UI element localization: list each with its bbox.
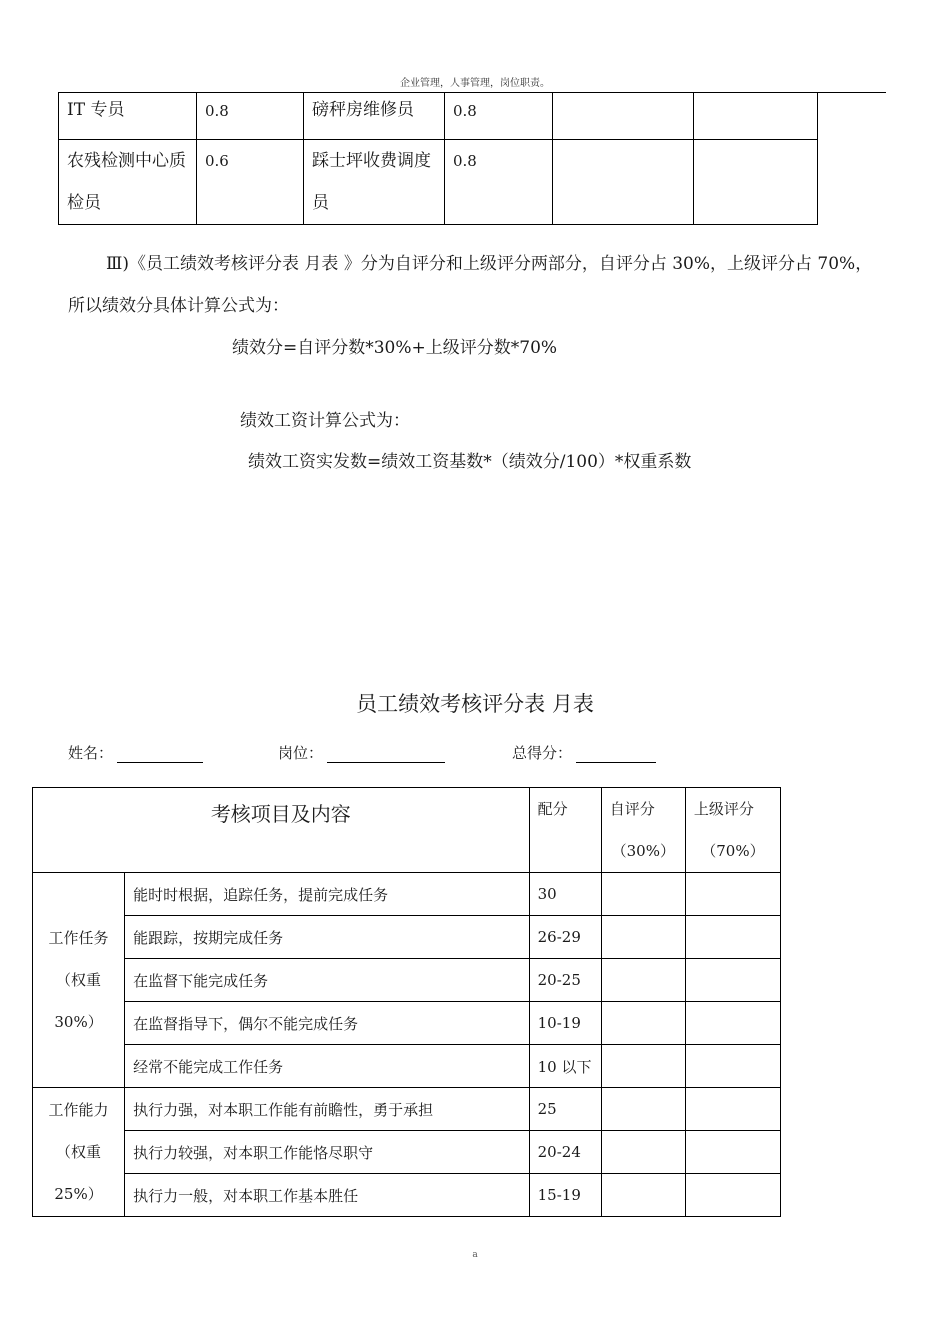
score-range-cell: 10 以下 bbox=[529, 1045, 601, 1088]
criterion-cell: 在监督下能完成任务 bbox=[125, 959, 530, 1002]
self-score-input[interactable] bbox=[601, 1131, 685, 1174]
performance-score-formula: 绩效分=自评分数*30%+上级评分数*70% bbox=[232, 338, 558, 358]
self-score-input[interactable] bbox=[601, 959, 685, 1002]
coefficient-cell: 0.6 bbox=[197, 140, 304, 225]
criterion-cell: 执行力一般，对本职工作基本胜任 bbox=[125, 1174, 530, 1217]
salary-formula-label: 绩效工资计算公式为： bbox=[240, 411, 410, 431]
boss-score-input[interactable] bbox=[685, 916, 780, 959]
form-title: 员工绩效考核评分表 月表 bbox=[356, 692, 594, 716]
score-range-cell: 26-29 bbox=[529, 916, 601, 959]
header-boss-pct: （70%） bbox=[701, 842, 765, 860]
page-footer-mark: a bbox=[472, 1250, 478, 1260]
post-blank[interactable] bbox=[327, 744, 445, 763]
header-item-content: 考核项目及内容 bbox=[33, 788, 530, 873]
coefficient-cell: 0.8 bbox=[445, 93, 553, 140]
table-row bbox=[33, 1174, 781, 1217]
category-cell bbox=[33, 1088, 125, 1217]
total-score-label: 总得分： bbox=[512, 744, 573, 762]
position-cell: 农残检测中心质检员 bbox=[59, 140, 197, 225]
evaluation-table bbox=[32, 787, 781, 1217]
scoring-description: Ⅲ)《员工绩效考核评分表 月表 》分为自评分和上级评分两部分，自评分占 30%，上级评分占 70%，所以绩效分具体计算公式为： bbox=[68, 254, 873, 316]
self-score-input[interactable] bbox=[601, 1002, 685, 1045]
self-score-input[interactable] bbox=[601, 1088, 685, 1131]
position-cell: 磅秤房维修员 bbox=[304, 93, 445, 140]
coefficient-cell: 0.8 bbox=[197, 93, 304, 140]
header-score bbox=[529, 788, 601, 873]
table-header-row bbox=[33, 788, 781, 873]
name-field[interactable] bbox=[68, 742, 203, 763]
table-row bbox=[33, 1002, 781, 1045]
score-range-cell: 30 bbox=[529, 873, 601, 916]
header-boss-label: 上级评分 bbox=[693, 800, 754, 818]
header-boss-score bbox=[685, 788, 780, 873]
table-row bbox=[33, 959, 781, 1002]
position-cell: 踩士坪收费调度员 bbox=[304, 140, 445, 225]
empty-cell bbox=[553, 140, 694, 225]
table-row bbox=[33, 916, 781, 959]
table-row bbox=[33, 873, 781, 916]
post-label: 岗位： bbox=[278, 744, 324, 762]
boss-score-input[interactable] bbox=[685, 1045, 780, 1088]
boss-score-input[interactable] bbox=[685, 959, 780, 1002]
score-range-cell: 20-24 bbox=[529, 1131, 601, 1174]
score-range-cell: 20-25 bbox=[529, 959, 601, 1002]
page-header-note: 企业管理，人事管理，岗位职责。 bbox=[400, 78, 550, 89]
criterion-cell: 能跟踪，按期完成任务 bbox=[125, 916, 530, 959]
table-row bbox=[59, 140, 818, 225]
boss-score-input[interactable] bbox=[685, 1131, 780, 1174]
category-weight-value: 25%） bbox=[54, 1185, 103, 1203]
empty-cell bbox=[694, 140, 818, 225]
boss-score-input[interactable] bbox=[685, 1088, 780, 1131]
self-score-input[interactable] bbox=[601, 1045, 685, 1088]
position-cell: IT 专员 bbox=[59, 93, 197, 140]
header-self-score bbox=[601, 788, 685, 873]
category-weight-value: 30%） bbox=[54, 1013, 103, 1031]
category-weight-label: （权重 bbox=[56, 971, 102, 989]
boss-score-input[interactable] bbox=[685, 1174, 780, 1217]
score-range-cell: 10-19 bbox=[529, 1002, 601, 1045]
name-label: 姓名： bbox=[68, 744, 114, 762]
criterion-cell: 经常不能完成工作任务 bbox=[125, 1045, 530, 1088]
criterion-cell: 在监督指导下，偶尔不能完成任务 bbox=[125, 1002, 530, 1045]
boss-score-input[interactable] bbox=[685, 1002, 780, 1045]
self-score-input[interactable] bbox=[601, 1174, 685, 1217]
category-name: 工作能力 bbox=[48, 1101, 109, 1119]
total-score-blank[interactable] bbox=[576, 744, 656, 763]
score-range-cell: 25 bbox=[529, 1088, 601, 1131]
criterion-cell: 执行力较强，对本职工作能恪尽职守 bbox=[125, 1131, 530, 1174]
coefficient-cell: 0.8 bbox=[445, 140, 553, 225]
category-weight-label: （权重 bbox=[56, 1143, 102, 1161]
criterion-cell: 执行力强，对本职工作能有前瞻性，勇于承担 bbox=[125, 1088, 530, 1131]
empty-cell bbox=[694, 93, 818, 140]
post-field[interactable] bbox=[278, 742, 445, 763]
score-range-cell: 15-19 bbox=[529, 1174, 601, 1217]
header-self-label: 自评分 bbox=[609, 800, 655, 818]
criterion-cell: 能时时根据，追踪任务，提前完成任务 bbox=[125, 873, 530, 916]
self-score-input[interactable] bbox=[601, 873, 685, 916]
category-name: 工作任务 bbox=[48, 929, 109, 947]
header-score-label: 配分 bbox=[537, 800, 568, 818]
table-row bbox=[33, 1088, 781, 1131]
table-row bbox=[59, 93, 818, 140]
header-self-pct: （30%） bbox=[611, 842, 675, 860]
salary-formula: 绩效工资实发数=绩效工资基数*（绩效分/100）*权重系数 bbox=[248, 452, 692, 472]
table-row bbox=[33, 1131, 781, 1174]
self-score-input[interactable] bbox=[601, 916, 685, 959]
category-cell bbox=[33, 873, 125, 1088]
table-row bbox=[33, 1045, 781, 1088]
total-score-field[interactable] bbox=[512, 742, 656, 763]
boss-score-input[interactable] bbox=[685, 873, 780, 916]
empty-cell bbox=[553, 93, 694, 140]
name-blank[interactable] bbox=[117, 744, 203, 763]
weight-coefficient-table bbox=[58, 92, 818, 225]
